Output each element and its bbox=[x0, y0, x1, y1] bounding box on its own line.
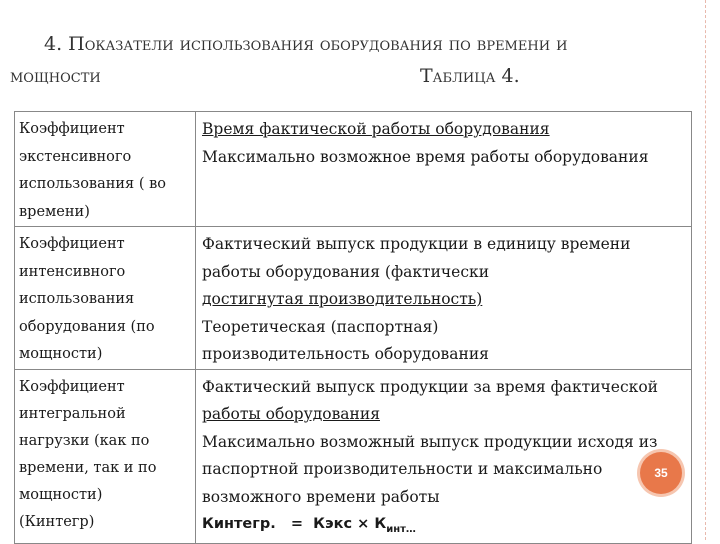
slide-frame-line bbox=[705, 0, 706, 540]
formula-lhs: Кинтегр. bbox=[202, 516, 276, 532]
table-caption: Таблица 4. bbox=[420, 65, 520, 87]
cell-line: Коэффициент bbox=[19, 378, 125, 395]
formula-k-int: К bbox=[374, 516, 387, 532]
table-row bbox=[15, 227, 692, 370]
title-line-1: 4. Показатели использования оборудования по времени и bbox=[44, 33, 568, 55]
denominator-text: Максимально возможное время работы оборудования bbox=[202, 147, 649, 166]
indicator-name-cell bbox=[15, 227, 196, 370]
cell-line: оборудования (по bbox=[19, 318, 155, 335]
indicators-table bbox=[14, 111, 692, 544]
formula-equals: = bbox=[290, 516, 304, 532]
numerator-text: Фактический выпуск продукции за время фактической bbox=[202, 377, 659, 396]
formula-cell bbox=[196, 112, 692, 227]
formula-times: × bbox=[357, 516, 370, 532]
formula-cell bbox=[196, 227, 692, 370]
title-line-2 bbox=[10, 60, 700, 92]
indicator-name-cell bbox=[15, 369, 196, 544]
denominator-text: производительность оборудования bbox=[202, 345, 489, 363]
numerator-text: работы оборудования bbox=[202, 405, 380, 423]
cell-line: использования ( во bbox=[19, 176, 166, 192]
numerator-text: Фактический выпуск продукции в единицу времени bbox=[202, 235, 631, 253]
numerator-text: Время фактической работы оборудования bbox=[202, 120, 550, 138]
cell-line: мощности) bbox=[19, 486, 103, 503]
cell-line: использования bbox=[19, 291, 135, 307]
cell-line: экстенсивного bbox=[19, 148, 132, 165]
integral-formula bbox=[202, 511, 691, 543]
slide-title bbox=[10, 28, 700, 92]
cell-line: (Кинтегр) bbox=[19, 513, 95, 530]
title-line-2-left: мощности bbox=[10, 65, 101, 87]
cell-line: интегральной bbox=[19, 405, 126, 422]
denominator-text: Максимально возможный выпуск продукции исходя из bbox=[202, 432, 658, 451]
cell-line: времени) bbox=[19, 203, 90, 220]
cell-line: мощности) bbox=[19, 346, 103, 362]
denominator-text: Теоретическая (паспортная) bbox=[202, 317, 439, 336]
formula-cell bbox=[196, 369, 692, 544]
numerator-text: работы оборудования (фактически bbox=[202, 262, 490, 281]
denominator-text: возможного времени работы bbox=[202, 487, 440, 506]
cell-line: Коэффициент bbox=[19, 236, 125, 252]
formula-k-int-subscript: инт… bbox=[386, 523, 416, 535]
cell-line: нагрузки (как по bbox=[19, 432, 150, 449]
denominator-text: паспортной производительности и максимально bbox=[202, 460, 603, 478]
formula-k-ext: Кэкс bbox=[313, 516, 353, 532]
cell-line: времени, так и по bbox=[19, 459, 157, 476]
page-number-badge: 35 bbox=[640, 452, 682, 494]
numerator-text: достигнутая производительность) bbox=[202, 290, 483, 308]
table-row bbox=[15, 369, 692, 544]
indicator-name-cell bbox=[15, 112, 196, 227]
cell-line: Коэффициент bbox=[19, 121, 125, 137]
cell-line: интенсивного bbox=[19, 263, 126, 280]
table-row bbox=[15, 112, 692, 227]
